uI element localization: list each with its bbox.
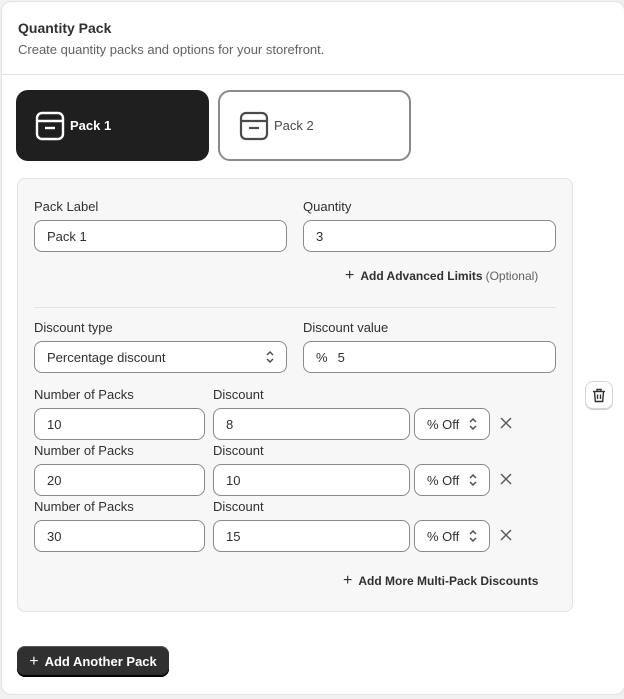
card-subtitle: Create quantity packs and options for your storefront.: [18, 42, 325, 57]
plus-icon: +: [345, 267, 355, 284]
tier-packs-value: 30: [47, 528, 62, 544]
tier-packs-input[interactable]: [34, 408, 205, 440]
delete-pack-button[interactable]: [585, 381, 613, 409]
archive-box-icon: [34, 110, 66, 142]
discount-type-select[interactable]: [34, 341, 287, 373]
advanced-limits-label: Add Advanced Limits: [360, 269, 483, 283]
add-pack-label: Add Another Pack: [44, 654, 157, 669]
discount-value-input[interactable]: [303, 341, 556, 373]
card-header: [18, 20, 324, 57]
quantity-label: Quantity: [303, 199, 352, 214]
add-another-pack-button[interactable]: [17, 646, 169, 677]
pack-label-label: Pack Label: [34, 199, 99, 214]
tier-packs-value: 10: [47, 416, 62, 432]
add-more-discounts-link[interactable]: [343, 573, 538, 589]
section-divider: [34, 307, 556, 308]
tier-packs-value: 20: [47, 472, 62, 488]
tier-discount-label: Discount: [213, 499, 264, 514]
tier-discount-input[interactable]: [213, 408, 410, 440]
number-of-packs-label: Number of Packs: [34, 499, 134, 514]
tier-discount-label: Discount: [213, 387, 264, 402]
discount-type-label: Discount type: [34, 320, 113, 335]
tier-discount-value: 15: [226, 528, 241, 544]
tier-packs-input[interactable]: [34, 520, 205, 552]
plus-icon: +: [29, 652, 39, 670]
pack-label-value: Pack 1: [47, 228, 87, 244]
remove-tier-icon[interactable]: [498, 415, 514, 431]
tier-unit-value: % Off: [427, 416, 460, 432]
select-chevron-icon: [467, 417, 479, 431]
pack-form-panel: [17, 178, 573, 612]
percent-prefix: %: [316, 349, 328, 365]
quantity-value: 3: [316, 228, 324, 244]
pack-tab-label: Pack 1: [70, 118, 112, 133]
tier-packs-input[interactable]: [34, 464, 205, 496]
tier-discount-label: Discount: [213, 443, 264, 458]
tier-unit-value: % Off: [427, 528, 460, 544]
tier-unit-value: % Off: [427, 472, 460, 488]
number-of-packs-label: Number of Packs: [34, 387, 134, 402]
plus-icon: +: [343, 572, 353, 589]
card-title: Quantity Pack: [18, 20, 112, 36]
tier-discount-input[interactable]: [213, 464, 410, 496]
add-advanced-limits-link[interactable]: [345, 268, 538, 284]
tier-unit-select[interactable]: [414, 520, 490, 552]
tier-discount-value: 8: [226, 416, 234, 432]
header-divider: [2, 74, 624, 75]
select-chevron-icon: [467, 529, 479, 543]
pack-tab-1[interactable]: [16, 90, 209, 161]
tier-discount-value: 10: [226, 472, 241, 488]
pack-tab-2[interactable]: [218, 90, 411, 161]
trash-icon: [592, 388, 606, 403]
remove-tier-icon[interactable]: [498, 527, 514, 543]
discount-type-value: Percentage discount: [47, 349, 166, 365]
tier-unit-select[interactable]: [414, 464, 490, 496]
tier-unit-select[interactable]: [414, 408, 490, 440]
select-chevron-icon: [467, 473, 479, 487]
pack-label-input[interactable]: [34, 220, 287, 252]
discount-value-label: Discount value: [303, 320, 389, 335]
optional-label: (Optional): [485, 269, 539, 283]
quantity-input[interactable]: [303, 220, 556, 252]
add-more-label: Add More Multi-Pack Discounts: [358, 574, 539, 588]
pack-tab-label: Pack 2: [274, 118, 314, 133]
remove-tier-icon[interactable]: [498, 471, 514, 487]
archive-box-icon: [238, 110, 270, 142]
number-of-packs-label: Number of Packs: [34, 443, 134, 458]
tier-discount-input[interactable]: [213, 520, 410, 552]
discount-value: 5: [337, 349, 345, 365]
select-chevron-icon: [264, 350, 276, 364]
